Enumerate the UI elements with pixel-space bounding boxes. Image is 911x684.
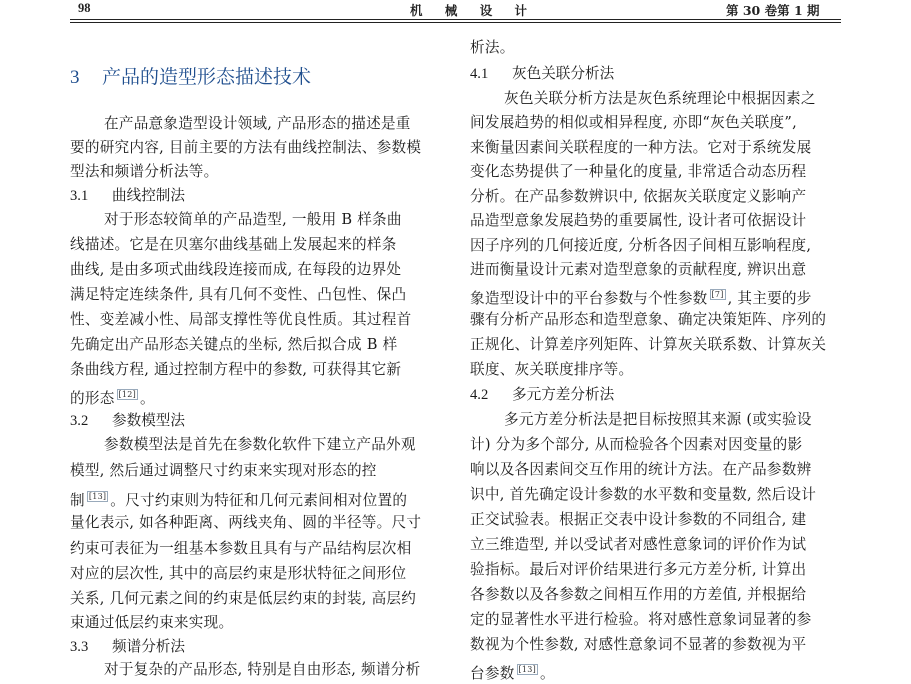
paragraph-line: 来衡量因素间关联程度的一种方法。它对于系统发展 — [470, 139, 812, 156]
paragraph-line: 对应的层次性, 其中的高层约束是形状特征之间形位 — [70, 565, 407, 582]
text-span: 的形态 — [70, 390, 115, 407]
paragraph-line: 联度、灰关联度排序等。 — [470, 361, 634, 378]
paragraph-line: 量化表示, 如各种距离、两线夹角、圆的半径等。尺寸 — [70, 514, 422, 531]
paragraph-line: 析法。 — [470, 39, 515, 56]
subsection-number: 4.1 — [470, 66, 489, 82]
paragraph-line: 要的研究内容, 目前主要的方法有曲线控制法、参数模 — [70, 139, 422, 156]
paragraph-line: 立三维造型, 并以受试者对感性意象词的评价作为试 — [470, 536, 807, 553]
volume-issue: 第 30 卷第 1 期 — [726, 3, 820, 18]
citation-link[interactable]: [7] — [711, 290, 724, 299]
paragraph-line: 条曲线方程, 通过控制方程中的参数, 可获得其它新 — [70, 361, 402, 378]
text-span: 象造型设计中的平台参数与个性参数 — [470, 290, 708, 307]
subsection-number: 3.3 — [70, 639, 89, 655]
text-span: 。尺寸约束则为特征和几何元素间相对位置的 — [110, 492, 408, 509]
section-title: 产品的造型形态描述技术 — [102, 66, 312, 88]
text-span: 台参数 — [470, 665, 515, 682]
subsection-title: 多元方差分析法 — [512, 386, 615, 403]
paragraph-line: 各参数以及各参数之间相互作用的方差值, 并根据给 — [470, 586, 807, 603]
header-rule-thin — [70, 22, 841, 23]
text-span: 。 — [539, 665, 555, 682]
citation-link[interactable]: [13] — [88, 492, 107, 501]
section-number: 3 — [70, 67, 80, 88]
paragraph-line — [70, 385, 155, 409]
subsection-3-2-heading — [70, 411, 185, 431]
paragraph-line: 定的显著性水平进行检验。将对感性意象词显著的参 — [470, 611, 812, 628]
journal-name: 机 械 设 计 — [410, 3, 537, 18]
paragraph-line: 型法和频谱分析法等。 — [70, 163, 219, 180]
subsection-3-1-heading — [70, 186, 185, 206]
paragraph-line: 分析。在产品参数辨识中, 依据灰关联度定义影响产 — [470, 188, 807, 205]
paragraph-line: 线描述。它是在贝塞尔曲线基础上发展起来的样条 — [70, 236, 397, 253]
paragraph-line — [470, 285, 812, 309]
paragraph-line: 验指标。最后对评价结果进行多元方差分析, 计算出 — [470, 561, 807, 578]
subsection-number: 3.1 — [70, 188, 89, 204]
paragraph-line: 灰色关联分析方法是灰色系统理论中根据因素之 — [504, 90, 816, 107]
paragraph-line: 变化态势提供了一种量化的度量, 非常适合动态历程 — [470, 163, 807, 180]
paragraph-line: 先确定出产品形态关键点的坐标, 然后拟合成 B 样 — [70, 336, 398, 353]
paragraph-line: 性、变差减小性、局部支撑性等优良性质。其过程首 — [70, 311, 412, 328]
paragraph-line: 约束可表征为一组基本参数且具有与产品结构层次相 — [70, 540, 412, 557]
paragraph-line: 关系, 几何元素之间的约束是低层约束的封装, 高层约 — [70, 590, 417, 607]
paragraph-line: 正交试验表。根据正交表中设计参数的不同组合, 建 — [470, 511, 807, 528]
paragraph-line: 参数模型法是首先在参数化软件下建立产品外观 — [104, 436, 416, 453]
subsection-title: 频谱分析法 — [112, 638, 185, 655]
paragraph-line: 曲线, 是由多项式曲线段连接而成, 在每段的边界处 — [70, 261, 402, 278]
subsection-4-2-heading — [470, 385, 614, 405]
paragraph-line: 间发展趋势的相似或相异程度, 亦即“灰色关联度”, — [470, 114, 797, 131]
paragraph-line: 进而衡量设计元素对造型意象的贡献程度, 辨识出意 — [470, 261, 807, 278]
paragraph-line: 对于复杂的产品形态, 特别是自由形态, 频谱分析 — [104, 661, 421, 678]
paragraph-line: 识中, 首先确定设计参数的水平数和变量数, 然后设计 — [470, 486, 817, 503]
paragraph-line: 品造型意象发展趋势的重要属性, 设计者可依据设计 — [470, 212, 807, 229]
paragraph-line: 数视为个性参数, 对感性意象词不显著的参数视为平 — [470, 636, 807, 653]
page-number: 98 — [78, 1, 91, 15]
text-span: 。 — [139, 390, 155, 407]
header-rule-thick — [70, 19, 841, 20]
subsection-title: 灰色关联分析法 — [512, 65, 615, 82]
subsection-number: 4.2 — [470, 387, 489, 403]
paragraph-line — [470, 660, 555, 684]
subsection-title: 参数模型法 — [112, 412, 185, 429]
paragraph-line: 对于形态较简单的产品造型, 一般用 B 样条曲 — [104, 211, 402, 228]
paragraph-line: 多元方差分析法是把目标按照其来源 (或实验设 — [504, 411, 812, 428]
running-header — [0, 0, 911, 20]
text-span: , 其主要的步 — [727, 290, 812, 307]
paragraph-line: 计) 分为多个部分, 从而检验各个因素对因变量的影 — [470, 436, 803, 453]
section-3-heading — [70, 62, 311, 89]
paragraph-line — [70, 487, 407, 511]
paragraph-line: 因子序列的几何接近度, 分析各因子间相互影响程度, — [470, 237, 812, 254]
text-span: 制 — [70, 492, 85, 509]
paragraph-line: 束通过低层约束来实现。 — [70, 614, 234, 631]
paragraph-line: 响以及各因素间交互作用的统计方法。在产品参数辨 — [470, 461, 812, 478]
citation-link[interactable]: [12] — [118, 390, 136, 399]
citation-link[interactable]: [13] — [518, 665, 536, 674]
subsection-number: 3.2 — [70, 413, 89, 429]
paragraph-line: 模型, 然后通过调整尺寸约束来实现对形态的控 — [70, 462, 377, 479]
subsection-title: 曲线控制法 — [112, 187, 185, 204]
paragraph-line: 在产品意象造型设计领域, 产品形态的描述是重 — [104, 115, 411, 132]
subsection-4-1-heading — [470, 64, 614, 84]
paragraph-line: 满足特定连续条件, 具有几何不变性、凸包性、保凸 — [70, 286, 407, 303]
paragraph-line: 骤有分析产品形态和造型意象、确定决策矩阵、序列的 — [470, 311, 827, 328]
subsection-3-3-heading — [70, 637, 185, 657]
paragraph-line: 正规化、计算差序列矩阵、计算灰关联系数、计算灰关 — [470, 336, 827, 353]
